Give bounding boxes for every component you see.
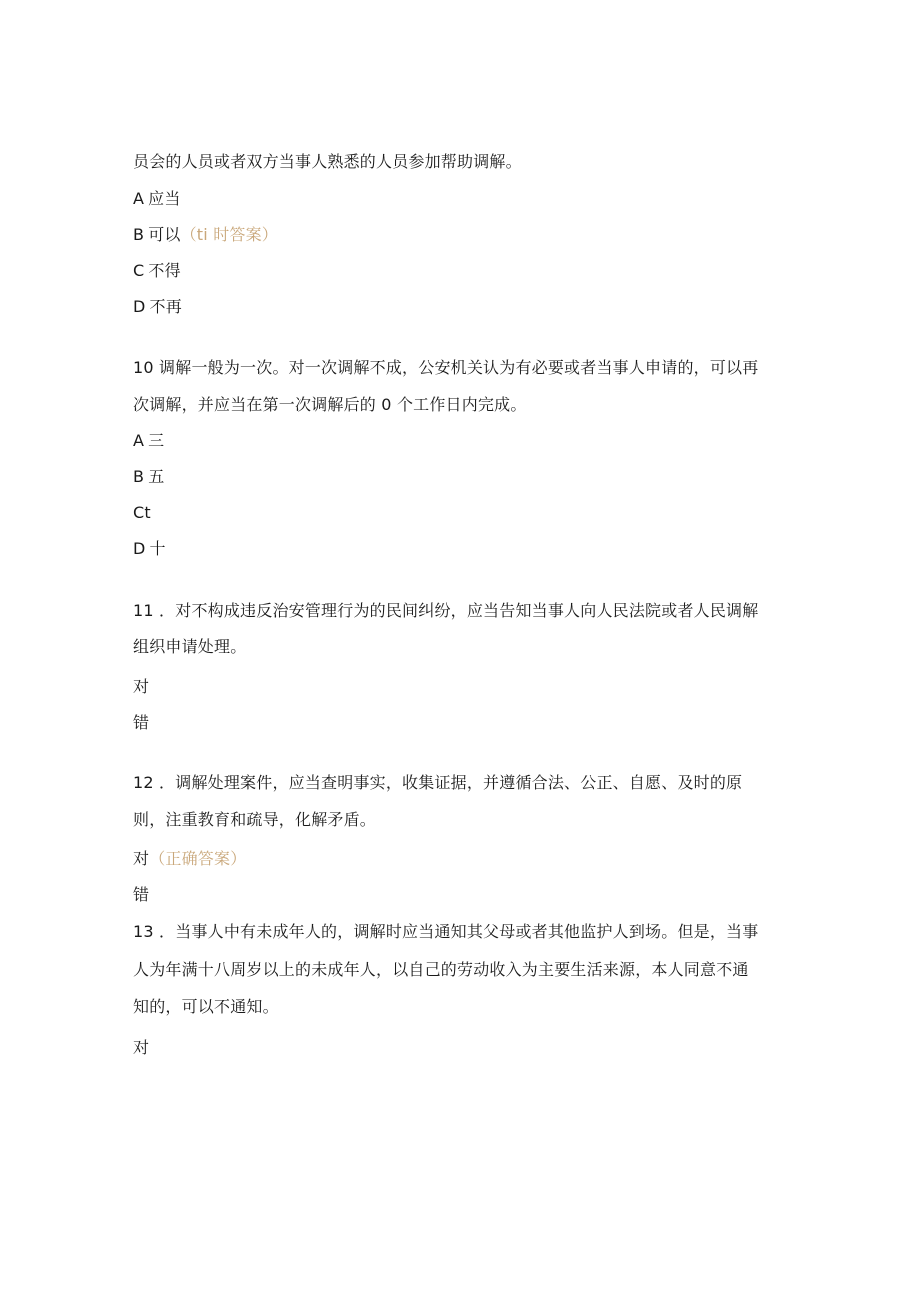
option-letter: Ct [133,503,151,522]
option-letter: B [133,467,145,486]
option-letter: D [133,297,146,316]
q9-stem: 员会的人员或者双方当事人熟悉的人员参加帮助调解。 [133,152,522,171]
q12-option-true [133,849,246,869]
q11-stem-line1: 11 ．对不构成违反治安管理行为的民间纠纷，应当告知当事人向人民法院或者人民调解 [133,601,759,620]
q9-option-a [133,189,181,209]
q10-stem-line1: 10 调解一般为一次。对一次调解不成，公安机关认为有必要或者当事人申请的，可以再 [133,358,759,377]
q12-option-false [133,885,149,905]
q10-option-a [133,431,164,451]
option-text: 对 [133,1038,150,1057]
option-letter: C [133,261,145,280]
q12-stem-line1: 12 ．调解处理案件，应当查明事实，收集证据，并遵循合法、公正、自愿、及时的原 [133,773,743,792]
option-text: 错 [133,713,150,732]
q13-option-true [133,1038,149,1058]
option-letter: A [133,431,145,450]
q10-option-d [133,539,166,559]
option-text: 不再 [149,297,182,316]
option-text: 应当 [148,189,181,208]
option-letter: B [133,225,145,244]
q12-stem-line2: 则，注重教育和疏导，化解矛盾。 [133,810,377,829]
q13-stem-line2: 人为年满十八周岁以上的未成年人，以自己的劳动收入为主要生活来源，本人同意不通 [133,960,749,979]
option-text: 对 [133,677,150,696]
q11-stem-line2: 组织申请处理。 [133,637,247,656]
q11-option-false [133,713,149,733]
q13-stem-line1: 13 ．当事人中有未成年人的，调解时应当通知其父母或者其他监护人到场。但是，当事 [133,922,759,941]
answer-hint: （ti 时答案） [180,225,278,244]
option-text: 十 [149,539,166,558]
option-text: 不得 [148,261,181,280]
q9-option-c [133,261,181,281]
option-text: 五 [148,467,165,486]
q11-option-true [133,677,149,697]
option-letter: A [133,189,145,208]
option-letter: D [133,539,146,558]
option-text: 错 [133,885,150,904]
option-text: 三 [148,431,165,450]
q10-option-c [133,503,151,523]
q9-option-b [133,225,278,245]
q10-option-b [133,467,164,487]
option-text: 可以 [148,225,181,244]
option-text: 对 [133,849,150,868]
q9-option-d [133,297,182,317]
q10-stem-line2: 次调解，并应当在第一次调解后的 0 个工作日内完成。 [133,395,527,414]
answer-hint: （正确答案） [149,849,247,868]
q13-stem-line3: 知的，可以不通知。 [133,997,279,1016]
